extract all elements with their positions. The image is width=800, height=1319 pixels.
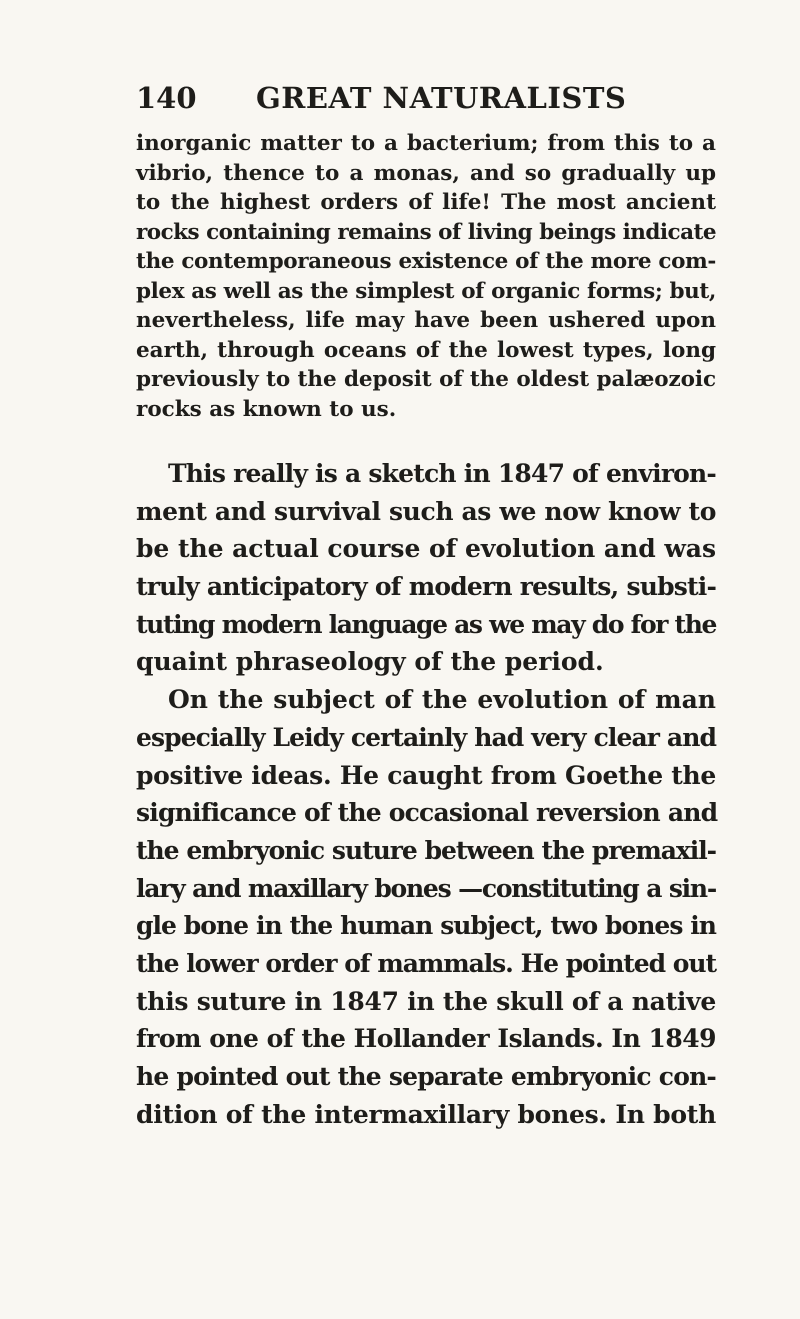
quote-line: inorganic matter to a bacterium; from this to a: [136, 131, 716, 156]
body-line: positive ideas. He caught from Goethe the: [136, 760, 716, 790]
quote-line: the contemporaneous existence of the more com-: [136, 249, 716, 274]
page-number: 140: [136, 81, 197, 115]
body-line: dition of the intermaxillary bones. In both: [136, 1099, 716, 1129]
quote-line: plex as well as the simplest of organic forms; but,: [136, 278, 716, 304]
body-text: [136, 455, 716, 1133]
quote-line: vibrio, thence to a monas, and so gradually up: [136, 160, 716, 186]
body-line: gle bone in the human subject, two bones in: [136, 911, 716, 941]
body-line: tuting modern language as we may do for the: [136, 609, 716, 639]
body-line: the embryonic suture between the premaxil-: [136, 835, 716, 865]
running-title: GREAT NATURALISTS: [256, 81, 627, 115]
body-line: ment and survival such as we now know to: [136, 496, 716, 526]
quote-line: rocks as known to us.: [136, 396, 397, 422]
body-line: from one of the Hollander Islands. In 1849: [136, 1024, 716, 1054]
body-line: this suture in 1847 in the skull of a native: [136, 986, 716, 1016]
quoted-passage: [136, 129, 716, 424]
quote-line: rocks containing remains of living beings indicate: [136, 219, 716, 245]
body-line: truly anticipatory of modern results, substi-: [136, 572, 716, 602]
body-line: This really is a sketch in 1847 of environ-: [168, 459, 716, 488]
body-line: especially Leidy certainly had very clear and: [136, 722, 716, 752]
body-line: quaint phraseology of the period.: [136, 647, 604, 677]
body-line: lary and maxillary bones —constituting a sin-: [136, 873, 716, 903]
quote-line: nevertheless, life may have been ushered upon: [136, 308, 716, 333]
body-line: significance of the occasional reversion and: [136, 798, 718, 828]
body-line: the lower order of mammals. He pointed out: [136, 948, 716, 978]
body-line: be the actual course of evolution and was: [136, 534, 716, 564]
running-head: [136, 78, 696, 118]
body-line: On the subject of the evolution of man: [168, 685, 716, 715]
quote-line: to the highest orders of life! The most ancient: [136, 190, 716, 215]
quote-line: previously to the deposit of the oldest palæozoic: [136, 367, 716, 392]
quote-line: earth, through oceans of the lowest types, long: [136, 337, 716, 363]
body-line: he pointed out the separate embryonic con-: [136, 1062, 716, 1091]
